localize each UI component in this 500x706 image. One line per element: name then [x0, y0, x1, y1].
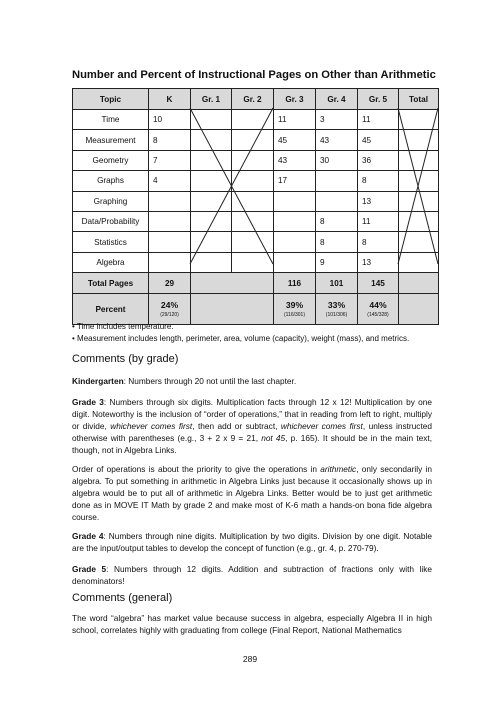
- percent-gr4-ratio: (101/306): [325, 312, 348, 319]
- table-row: [73, 171, 439, 191]
- text-kindergarten: : Numbers through 20 not until the last chapter.: [123, 376, 297, 386]
- percent-gr5-value: 44%: [369, 300, 387, 311]
- em-grade3-3: not 45: [261, 433, 286, 443]
- cell-gr1: [191, 252, 232, 272]
- cell-gr5: 8: [358, 232, 399, 252]
- cell-total: [399, 252, 439, 272]
- table-title: Number and Percent of Instructional Pages on Other than Arithmetic: [72, 69, 436, 81]
- em-grade3-1: whichever comes first: [110, 421, 193, 431]
- cell-k: [149, 191, 191, 211]
- percent-gr5: [358, 294, 399, 325]
- percent-gr4-value: 33%: [327, 300, 346, 311]
- cell-k: [149, 232, 191, 252]
- text-grade4: : Numbers through nine digits. Multiplication by two digits. Division by one digit. Notable are the input/output tables to develop the concept of function (e.g., gr. 4, p. 270-79).: [72, 531, 432, 553]
- percent-k: [149, 294, 191, 325]
- total-k: 29: [149, 273, 191, 294]
- cell-total: [399, 191, 439, 211]
- text-grade3-4: , p. 165). It should be in the main text, though, not in Algebra Links.: [72, 433, 432, 455]
- percent-row: [73, 294, 439, 325]
- percent-blackout-gr1-gr2: [191, 294, 274, 325]
- cell-gr4: [316, 171, 358, 191]
- heading-comments-general: Comments (general): [72, 592, 173, 604]
- cell-gr1: [191, 130, 232, 150]
- page-number: 289: [242, 654, 258, 664]
- row-topic: Geometry: [73, 150, 149, 170]
- percent-gr5-ratio: (145/328): [367, 312, 389, 319]
- cell-gr4: 3: [316, 110, 358, 130]
- row-topic: Graphs: [73, 171, 149, 191]
- heading-comments-by-grade: Comments (by grade): [72, 353, 179, 365]
- header-total: Total: [399, 89, 439, 110]
- total-gr5: 145: [358, 273, 399, 294]
- cell-total: [399, 171, 439, 191]
- row-topic: Time: [73, 110, 149, 130]
- row-topic: Graphing: [73, 191, 149, 211]
- table-row: [73, 110, 439, 130]
- total-gr3: 116: [274, 273, 316, 294]
- cell-gr5: 13: [358, 191, 399, 211]
- cell-gr4: 8: [316, 211, 358, 231]
- label-grade3: Grade 3: [72, 397, 104, 407]
- total-label: Total Pages: [73, 273, 149, 294]
- para-general: The word “algebra” has market value because success in algebra, especially Algebra II in high school, correlates highly with graduating from college (Final Report, National Mathematics: [72, 613, 432, 635]
- label-grade5: Grade 5: [72, 564, 107, 574]
- table-row: [73, 211, 439, 231]
- cell-k: 8: [149, 130, 191, 150]
- cell-gr5: 45: [358, 130, 399, 150]
- cell-gr1: [191, 150, 232, 170]
- cell-gr4: [316, 191, 358, 211]
- cell-gr5: 11: [358, 110, 399, 130]
- cell-gr3: 17: [274, 171, 316, 191]
- cell-k: [149, 252, 191, 272]
- total-blackout-total: [399, 273, 439, 294]
- percent-gr3-value: 39%: [285, 300, 304, 311]
- cell-gr2: [232, 252, 274, 272]
- text-grade3-3: , unless instructed otherwise with parentheses (e.g., 3 + 2 x 9 = 21,: [72, 421, 432, 443]
- label-grade4: Grade 4: [72, 531, 104, 541]
- note-time: • Time includes temperature.: [72, 322, 174, 331]
- header-gr1: Gr. 1: [191, 89, 232, 110]
- cell-k: [149, 211, 191, 231]
- cell-gr4: 9: [316, 252, 358, 272]
- header-gr3: Gr. 3: [274, 89, 316, 110]
- em-grade3-2: whichever comes first: [280, 421, 363, 431]
- header-gr2: Gr. 2: [232, 89, 274, 110]
- cell-gr3: [274, 211, 316, 231]
- cell-gr2: [232, 110, 274, 130]
- cell-gr2: [232, 211, 274, 231]
- cell-gr3: [274, 232, 316, 252]
- table-header-row: [73, 89, 439, 110]
- cell-gr2: [232, 191, 274, 211]
- cell-total: [399, 150, 439, 170]
- label-kindergarten: Kindergarten: [72, 376, 124, 386]
- para-grade4: [72, 530, 432, 554]
- cell-gr1: [191, 211, 232, 231]
- pages-table: [72, 88, 439, 325]
- table-row: [73, 232, 439, 252]
- cell-gr3: [274, 191, 316, 211]
- percent-k-ratio: (29/120): [160, 312, 179, 319]
- cell-gr3: [274, 252, 316, 272]
- para-kindergarten: [72, 375, 432, 387]
- cell-gr4: 8: [316, 232, 358, 252]
- total-gr4: 101: [316, 273, 358, 294]
- text-grade3-2: , then add or subtract,: [192, 421, 281, 431]
- text-grade5: : Numbers through 12 digits. Addition and subtraction of fractions only with like denominators!: [72, 564, 432, 586]
- cell-gr5: 8: [358, 171, 399, 191]
- percent-gr4: [316, 294, 358, 325]
- em-order-1: arithmetic: [320, 464, 357, 474]
- text-order-2: , only secondarily in algebra. To put something in arithmetic in Algebra Links just because it occasionally shows up in algebra would be to put all of arithmetic in Algebra Links. Better would be to just get arithmetic done as in MOVE IT Math by grade 2 and make most of K-6 math a hands-on bona fide algebra course.: [72, 464, 432, 522]
- table-row: [73, 252, 439, 272]
- cell-gr2: [232, 130, 274, 150]
- cell-k: 7: [149, 150, 191, 170]
- table-row: [73, 130, 439, 150]
- percent-k-value: 24%: [160, 300, 179, 311]
- table-container: [72, 88, 438, 318]
- percent-label: Percent: [73, 294, 149, 325]
- total-blackout-gr1-gr2: [191, 273, 274, 294]
- cell-gr2: [232, 171, 274, 191]
- cell-gr3: 45: [274, 130, 316, 150]
- percent-gr3: [274, 294, 316, 325]
- cell-gr1: [191, 191, 232, 211]
- cell-gr1: [191, 110, 232, 130]
- cell-gr1: [191, 171, 232, 191]
- cell-total: [399, 211, 439, 231]
- header-topic: Topic: [73, 89, 149, 110]
- cell-gr5: 11: [358, 211, 399, 231]
- cell-total: [399, 232, 439, 252]
- cell-gr3: 11: [274, 110, 316, 130]
- cell-gr1: [191, 232, 232, 252]
- para-order-of-operations: [72, 463, 432, 523]
- cell-k: 10: [149, 110, 191, 130]
- header-gr4: Gr. 4: [316, 89, 358, 110]
- cell-total: [399, 110, 439, 130]
- text-grade3-1: : Numbers through six digits. Multiplication facts through 12 x 12! Multiplication by one digit. Noteworthy is the inclusion of “order of operations,” that in reading from left to right, multiply or divide,: [72, 397, 433, 431]
- total-pages-row: [73, 273, 439, 294]
- row-topic: Measurement: [73, 130, 149, 150]
- cell-gr2: [232, 150, 274, 170]
- row-topic: Data/Probability: [73, 211, 149, 231]
- cell-gr5: 13: [358, 252, 399, 272]
- cell-gr5: 36: [358, 150, 399, 170]
- percent-gr3-ratio: (116/301): [283, 312, 306, 319]
- row-topic: Statistics: [73, 232, 149, 252]
- cell-total: [399, 130, 439, 150]
- text-order-1: Order of operations is about the priority to give the operations in: [72, 464, 321, 474]
- table-row: [73, 191, 439, 211]
- row-topic: Algebra: [73, 252, 149, 272]
- para-grade3: [72, 396, 432, 456]
- cell-k: 4: [149, 171, 191, 191]
- cell-gr2: [232, 232, 274, 252]
- note-measurement: • Measurement includes length, perimeter, area, volume (capacity), weight (mass), and metrics.: [72, 334, 410, 343]
- cell-gr4: 30: [316, 150, 358, 170]
- header-gr5: Gr. 5: [358, 89, 399, 110]
- table-row: [73, 150, 439, 170]
- cell-gr3: 43: [274, 150, 316, 170]
- percent-blackout-total: [399, 294, 439, 325]
- cell-gr4: 43: [316, 130, 358, 150]
- para-grade5: [72, 563, 432, 587]
- header-k: K: [149, 89, 191, 110]
